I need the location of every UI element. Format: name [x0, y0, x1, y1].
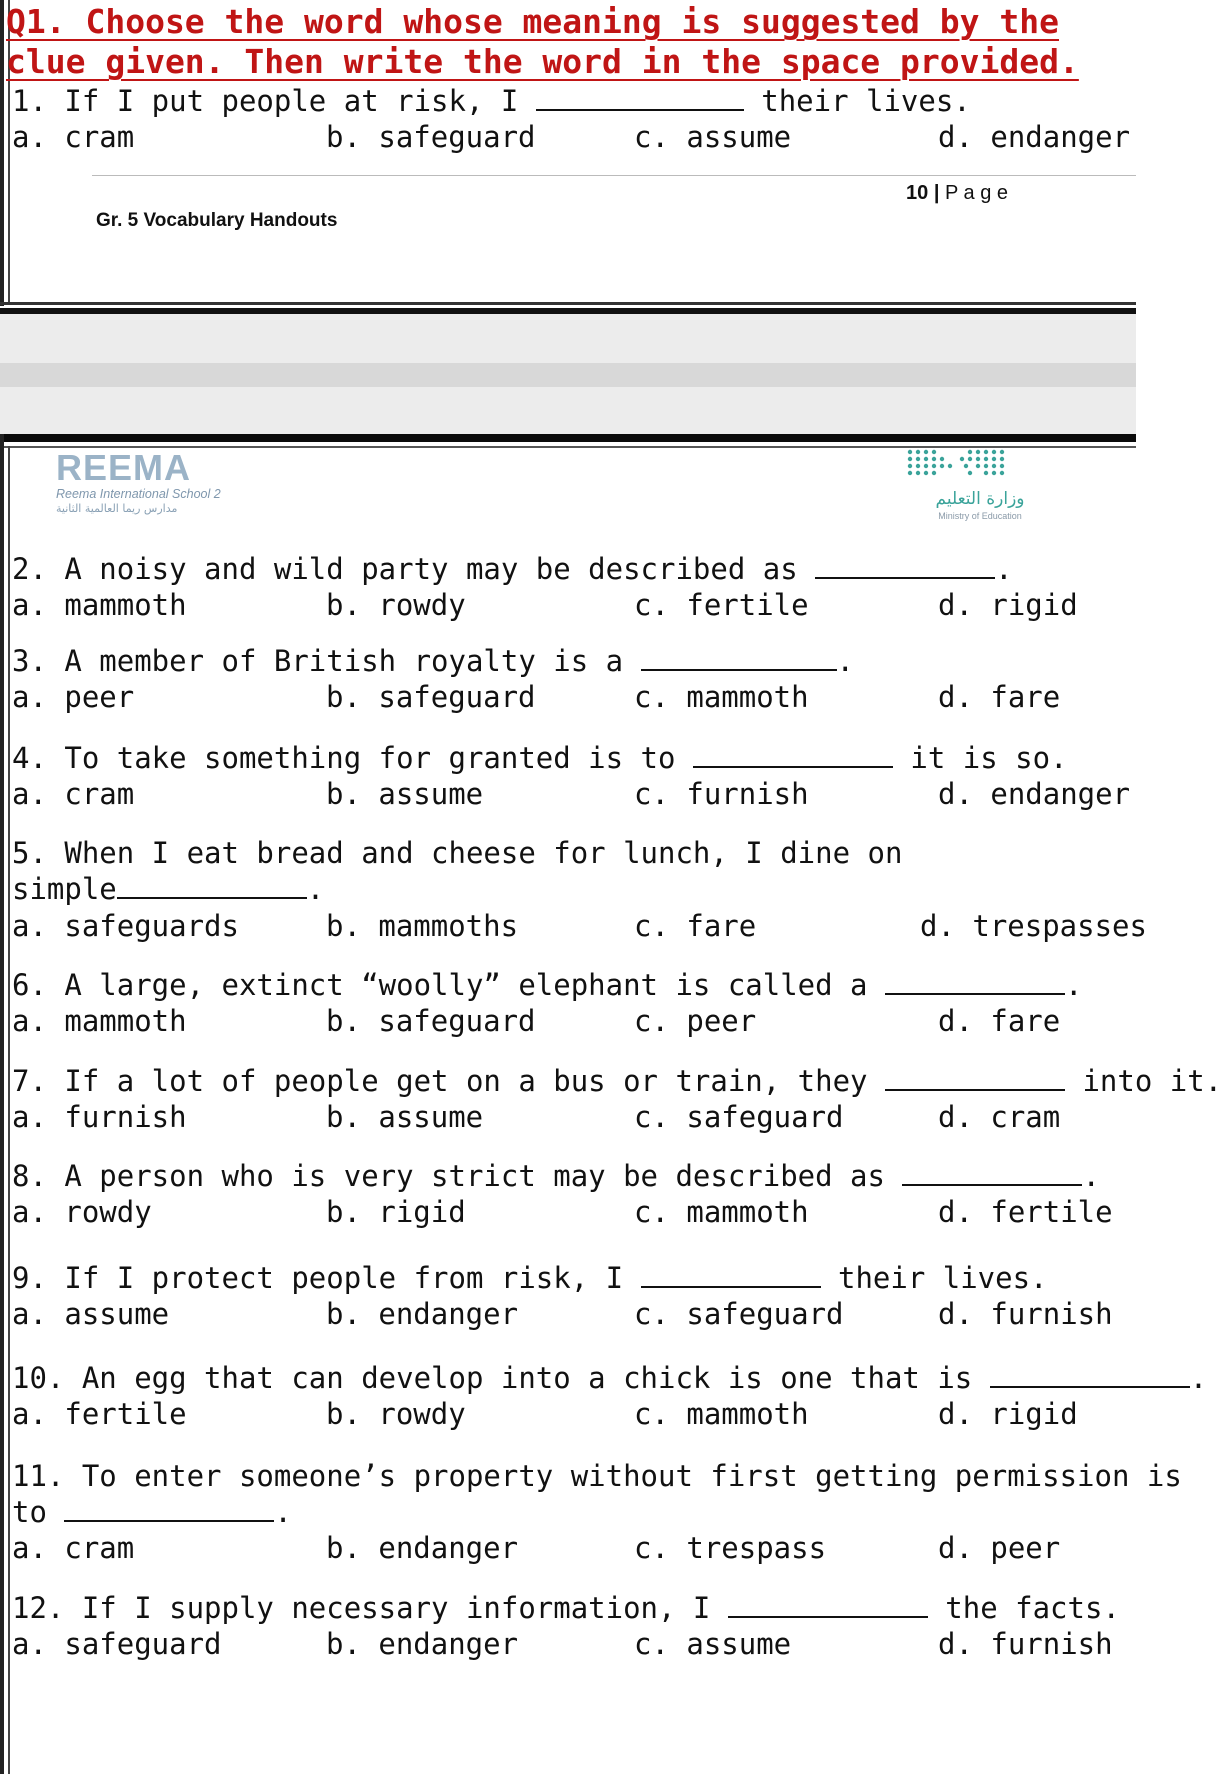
option-b: b. endanger	[326, 1531, 519, 1565]
option-a: a. peer	[12, 680, 135, 714]
question-11-line2	[12, 1494, 292, 1530]
question-5	[12, 835, 902, 871]
question-10	[12, 1360, 1207, 1396]
option-c: c. furnish	[634, 777, 809, 811]
answer-blank[interactable]	[885, 1063, 1065, 1091]
option-b: b. rowdy	[326, 1397, 466, 1431]
option-d: d. fertile	[938, 1195, 1113, 1229]
page-fragment-top	[0, 0, 1136, 312]
option-c: c. peer	[634, 1004, 757, 1038]
question-9-options	[12, 1296, 1136, 1332]
option-b: b. rigid	[326, 1195, 466, 1229]
question-text-end: their lives.	[743, 84, 971, 118]
question-text: 10. An egg that can develop into a chick is one that is	[12, 1361, 990, 1395]
option-b: b. safeguard	[326, 680, 536, 714]
question-text: 9. If I protect people from risk, I	[12, 1261, 641, 1295]
option-c: c. trespass	[634, 1531, 827, 1565]
option-b: b. assume	[326, 777, 484, 811]
option-a: a. safeguard	[12, 1627, 222, 1661]
option-b: b. assume	[326, 1100, 484, 1134]
question-text-end: .	[995, 552, 1013, 586]
question-text: 6. A large, extinct “woolly” elephant is called a	[12, 968, 885, 1002]
option-d: d. furnish	[938, 1627, 1113, 1661]
question-text: simple	[12, 872, 117, 906]
question-6-options	[12, 1003, 1136, 1039]
option-b: b. safeguard	[326, 120, 536, 154]
question-8-options	[12, 1194, 1136, 1230]
option-b: b. safeguard	[326, 1004, 536, 1038]
question-11	[12, 1458, 1182, 1494]
option-a: a. assume	[12, 1297, 170, 1331]
answer-blank[interactable]	[815, 551, 995, 579]
answer-blank[interactable]	[728, 1590, 928, 1618]
option-a: a. cram	[12, 120, 135, 154]
handouts-title: Gr. 5 Vocabulary Handouts	[96, 210, 338, 231]
question-11-options	[12, 1530, 1136, 1566]
option-a: a. cram	[12, 1531, 135, 1565]
question-text-end: it is so.	[892, 741, 1068, 775]
question-2-options	[12, 587, 1136, 623]
option-d: d. endanger	[938, 777, 1131, 811]
answer-blank[interactable]	[990, 1360, 1190, 1388]
option-d: d. furnish	[938, 1297, 1113, 1331]
option-d: d. fare	[938, 1004, 1061, 1038]
question-9	[12, 1260, 1048, 1296]
ministry-name-ar: وزارة التعليم	[935, 489, 1025, 509]
school-name-ar: مدارس ريما العالمية الثانية	[56, 502, 178, 515]
answer-blank[interactable]	[885, 967, 1065, 995]
question-text: 7. If a lot of people get on a bus or train, they	[12, 1064, 885, 1098]
answer-blank[interactable]	[536, 83, 744, 111]
option-d: d. peer	[938, 1531, 1061, 1565]
option-d: d. fare	[938, 680, 1061, 714]
option-b: b. endanger	[326, 1627, 519, 1661]
question-5-options	[12, 908, 1147, 944]
answer-blank[interactable]	[641, 1260, 821, 1288]
page-gap	[0, 314, 1136, 440]
question-4-options	[12, 776, 1136, 812]
option-d: d. cram	[938, 1100, 1061, 1134]
option-d: d. rigid	[938, 1397, 1078, 1431]
option-a: a. safeguards	[12, 909, 239, 943]
question-10-options	[12, 1396, 1136, 1432]
question-text: to	[12, 1495, 65, 1529]
school-logo	[56, 448, 326, 520]
question-5-line2	[12, 871, 324, 907]
option-c: c. mammoth	[634, 1195, 809, 1229]
option-d: d. rigid	[938, 588, 1078, 622]
school-name-en: Reema International School 2	[56, 487, 221, 501]
question-text-end: .	[1082, 1159, 1100, 1193]
option-b: b. rowdy	[326, 588, 466, 622]
question-1-options	[12, 119, 1136, 155]
page-border-left	[0, 0, 4, 306]
answer-blank[interactable]	[641, 643, 837, 671]
q1-title-line2: clue given. Then write the word in the space provided.	[6, 42, 1079, 81]
ministry-name-en: Ministry of Education	[938, 511, 1022, 521]
page-border-bottom	[0, 302, 1136, 305]
option-c: c. assume	[634, 1627, 792, 1661]
option-a: a. rowdy	[12, 1195, 152, 1229]
question-12	[12, 1590, 1120, 1626]
option-a: a. cram	[12, 777, 135, 811]
answer-blank[interactable]	[117, 871, 307, 899]
ministry-logo	[830, 446, 1050, 526]
footer-rule	[92, 175, 1136, 176]
option-b: b. endanger	[326, 1297, 519, 1331]
answer-blank[interactable]	[693, 740, 893, 768]
question-text: 12. If I supply necessary information, I	[12, 1591, 728, 1625]
option-c: c. fare	[634, 909, 757, 943]
option-a: a. mammoth	[12, 588, 187, 622]
q1-title-line1: Q1. Choose the word whose meaning is suggested by the	[6, 2, 1059, 41]
q1-instructions	[6, 2, 1079, 82]
question-text: 3. A member of British royalty is a	[12, 644, 641, 678]
question-text: 2. A noisy and wild party may be described as	[12, 552, 816, 586]
option-c: c. safeguard	[634, 1100, 844, 1134]
question-text: 1. If I put people at risk, I	[12, 84, 536, 118]
page-border-top	[0, 434, 1136, 442]
question-4	[12, 740, 1068, 776]
option-a: a. furnish	[12, 1100, 187, 1134]
question-text-end: their lives.	[820, 1261, 1048, 1295]
question-text-end: the facts.	[927, 1591, 1120, 1625]
option-a: a. fertile	[12, 1397, 187, 1431]
question-text-end: into it.	[1064, 1064, 1222, 1098]
question-7	[12, 1063, 1222, 1099]
question-text-end: .	[1189, 1361, 1208, 1395]
option-c: c. assume	[634, 120, 792, 154]
question-text: 4. To take something for granted is to	[12, 741, 693, 775]
option-c: c. safeguard	[634, 1297, 844, 1331]
option-d: d. endanger	[938, 120, 1131, 154]
question-12-options	[12, 1626, 1136, 1662]
question-text: 8. A person who is very strict may be described as	[12, 1159, 903, 1193]
question-1	[12, 83, 971, 119]
option-a: a. mammoth	[12, 1004, 187, 1038]
page-border-left	[0, 434, 4, 1774]
option-d: d. trespasses	[920, 909, 1147, 943]
question-text-end: .	[1064, 968, 1083, 1002]
ministry-dots-icon	[908, 450, 1004, 475]
answer-blank[interactable]	[64, 1494, 274, 1522]
page-number: 10 | P a g e	[906, 182, 1009, 204]
question-text-end: .	[306, 872, 325, 906]
option-c: c. fertile	[634, 588, 809, 622]
question-text-end: .	[274, 1495, 292, 1529]
question-text: 11. To enter someone’s property without first getting permission is	[12, 1459, 1182, 1493]
page-number-value: 10	[906, 182, 929, 204]
option-c: c. mammoth	[634, 680, 809, 714]
question-text-end: .	[836, 644, 855, 678]
question-6	[12, 967, 1082, 1003]
question-2	[12, 551, 1013, 587]
page-label: P a g e	[944, 182, 1009, 204]
option-b: b. mammoths	[326, 909, 519, 943]
page-border-inner	[8, 446, 10, 1774]
answer-blank[interactable]	[902, 1158, 1082, 1186]
question-3	[12, 643, 854, 679]
question-text: 5. When I eat bread and cheese for lunch, I dine on	[12, 836, 903, 870]
option-c: c. mammoth	[634, 1397, 809, 1431]
question-8	[12, 1158, 1100, 1194]
school-logo-text: REEMA	[56, 447, 192, 488]
question-3-options	[12, 679, 1136, 715]
question-7-options	[12, 1099, 1136, 1135]
